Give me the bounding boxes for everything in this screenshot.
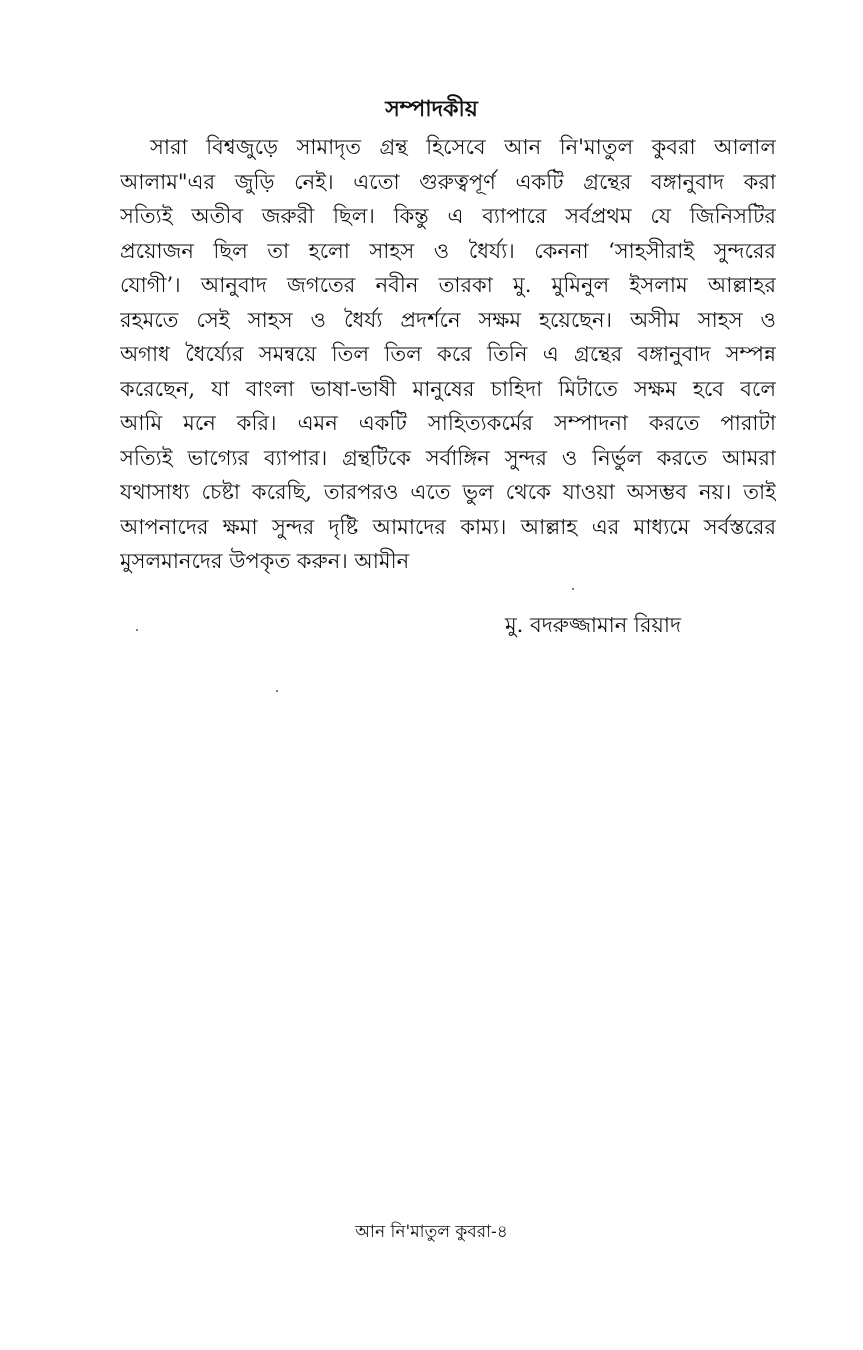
scan-speck [572, 588, 574, 590]
body-line-12: আপনাদের ক্ষমা সুন্দর দৃষ্টি আমাদের কাম্য। আল্লাহ এর মাধ্যমে সর্বস্তরের [120, 514, 776, 539]
body-line-3: সত্যিই অতীব জরুরী ছিল। কিন্তু এ ব্যাপারে সর্বপ্রথম যে জিনিসটির [120, 204, 776, 228]
body-line-2: আলাম"এর জুড়ি নেই। এতো গুরুত্বপূর্ণ একটি গ্রন্থের বঙ্গানুবাদ করা [120, 169, 776, 194]
page-footer: আন নি'মাতুল কুবরা-৪ [355, 1222, 508, 1242]
body-line-5: যোগী’। আনুবাদ জগতের নবীন তারকা মু. মুমিনুল ইসলাম আল্লাহর [120, 273, 776, 297]
body-line-6: রহমতে সেই সাহস ও ধৈর্য্য প্রদর্শনে সক্ষম হয়েছেন। অসীম সাহস ও [120, 307, 776, 332]
body-line-7: অগাধ ধৈর্য্যের সমন্বয়ে তিল তিল করে তিনি এ গ্রন্থের বঙ্গানুবাদ সম্পন্ন [120, 342, 776, 366]
body-line-8: করেছেন, যা বাংলা ভাষা-ভাষী মানুষের চাহিদা মিটাতে সক্ষম হবে বলে [120, 376, 776, 401]
body-line-11: যথাসাধ্য চেষ্টা করেছি, তারপরও এতে ভুল থেকে যাওয়া অসম্ভব নয়। তাই [120, 480, 776, 504]
body-line-1: সারা বিশ্বজুড়ে সামাদৃত গ্রন্থ হিসেবে আন নি'মাতুল কুবরা আলাল [150, 135, 776, 159]
body-line-13: মুসলমানদের উপকৃত করুন। আমীন [120, 549, 410, 573]
editorial-heading: সম্পাদকীয় [385, 96, 478, 122]
body-line-9: আমি মনে করি। এমন একটি সাহিত্যকর্মের সম্পাদনা করতে পারাটা [120, 411, 776, 435]
editorial-body [120, 130, 776, 579]
body-line-10: সত্যিই ভাগ্যের ব্যাপার। গ্রন্থটিকে সর্বাঙ্গিন সুন্দর ও নির্ভুল করতে আমরা [120, 445, 776, 470]
body-line-4: প্রয়োজন ছিল তা হলো সাহস ও ধৈর্য্য। কেননা ‘সাহসীরাই সুন্দরের [120, 238, 776, 263]
scan-speck [276, 690, 278, 692]
editor-signature: মু. বদরুজ্জামান রিয়াদ [505, 613, 681, 637]
scan-speck [136, 629, 138, 631]
